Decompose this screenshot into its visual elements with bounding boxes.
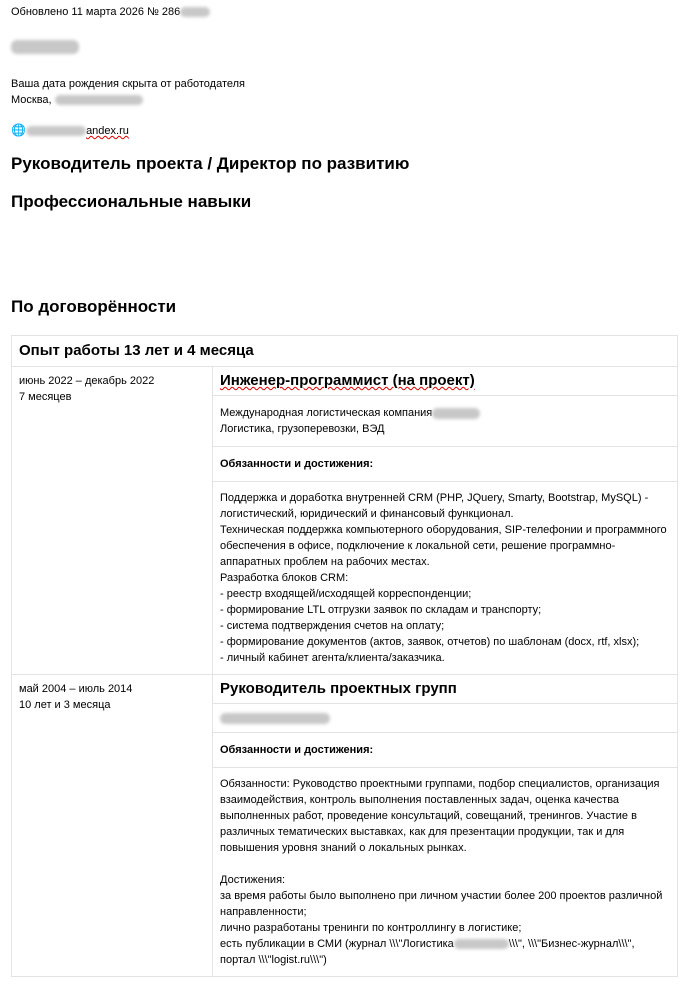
- redacted: [432, 408, 480, 419]
- desc-line: - личный кабинет агента/клиента/заказчика.: [220, 652, 445, 664]
- job-position: Инженер-программист (на проект): [220, 372, 475, 389]
- skills-heading: Профессиональные навыки: [11, 192, 252, 211]
- company-name: Международная логистическая компания: [220, 407, 433, 419]
- desc-line: Поддержка и доработка внутренней CRM (PHP, JQuery, Smarty, Bootstrap, MySQL) - логистический, юридический и финансовый функционал.: [220, 492, 649, 520]
- birthday-note: Ваша дата рождения скрыта от работодателя: [11, 78, 246, 90]
- desc-line: Обязанности: Руководство проектными группами, подбор специалистов, организация взаимодействия, контроль выполнения поставленных задач, оценка качества выполненных работ, проведение консультаций, совещаний, тренингов. Участие в различных тематических выставках, как для презентации продукции, так и для повышения уровня знаний о локальных рынках.: [220, 778, 660, 854]
- job-description: [213, 482, 678, 675]
- desc-part: \\\", \\\"Бизнес-журнал\\\", портал \\\"logist.ru\\\"): [220, 938, 635, 966]
- redacted: [180, 7, 210, 17]
- updated-text: Обновлено 11 марта 2026 № 286: [11, 6, 181, 18]
- globe-icon: 🌐: [11, 123, 26, 137]
- redacted: [55, 95, 143, 105]
- job-period-cell: [12, 367, 213, 675]
- desc-line: - формирование документов (актов, заявок, отчетов) по шаблонам (docx, rtf, xlsx);: [220, 636, 640, 648]
- desc-line: [220, 856, 670, 872]
- desc-line: Разработка блоков CRM:: [220, 572, 349, 584]
- job-period: июнь 2022 – декабрь 2022: [19, 375, 155, 387]
- desc-line: за время работы было выполнено при личном участии более 200 проектов различной направленности;: [220, 890, 663, 918]
- desc-line: Достижения:: [220, 874, 286, 886]
- experience-heading: Опыт работы 13 лет и 4 месяца: [12, 336, 678, 367]
- redacted: [220, 713, 330, 724]
- duties-label: Обязанности и достижения:: [213, 447, 678, 482]
- redacted: [26, 126, 86, 136]
- desc-line: Техническая поддержка компьютерного оборудования, SIP-телефонии и программного обеспечения в офисе, подключение к локальной сети, решение программно-аппаратных проблем на рабочих местах.: [220, 524, 667, 568]
- updated-line: [11, 6, 210, 18]
- job-duration: 7 месяцев: [19, 391, 72, 403]
- company-cell: [213, 396, 678, 447]
- city: Москва,: [11, 94, 52, 106]
- desc-part: есть публикации в СМИ (журнал \\\"Логистика: [220, 938, 454, 950]
- desc-line: - система подтверждения счетов на оплату;: [220, 620, 445, 632]
- email-suffix[interactable]: andex.ru: [86, 125, 129, 137]
- email-line[interactable]: [11, 124, 129, 137]
- desc-line: [220, 936, 670, 968]
- job-period: май 2004 – июль 2014: [19, 683, 133, 695]
- redacted-name: [11, 40, 79, 54]
- desc-line: - реестр входящей/исходящей корреспонденции;: [220, 588, 472, 600]
- industry: Логистика, грузоперевозки, ВЭД: [220, 423, 385, 435]
- job-position: Руководитель проектных групп: [213, 675, 678, 704]
- salary: По договорённости: [11, 297, 177, 316]
- job-description: [213, 768, 678, 977]
- company-cell: [213, 704, 678, 733]
- redacted: [454, 939, 509, 949]
- city-line: [11, 92, 245, 108]
- experience-table: [11, 335, 678, 977]
- job-duration: 10 лет и 3 месяца: [19, 699, 111, 711]
- desc-line: - формирование LTL отгрузки заявок по складам и транспорту;: [220, 604, 542, 616]
- job-row: [12, 675, 678, 704]
- duties-label: Обязанности и достижения:: [213, 733, 678, 768]
- job-row: [12, 367, 678, 396]
- job-period-cell: [12, 675, 213, 977]
- desc-line: лично разработаны тренинги по контроллингу в логистике;: [220, 922, 522, 934]
- resume-title: Руководитель проекта / Директор по развитию: [11, 154, 410, 173]
- profile-info: [11, 76, 245, 108]
